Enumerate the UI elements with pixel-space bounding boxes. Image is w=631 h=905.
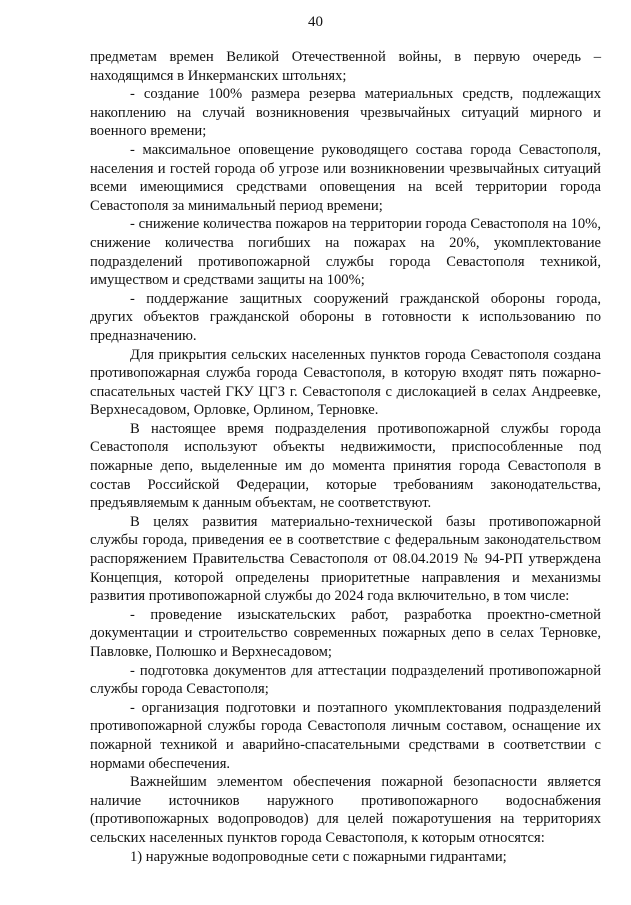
paragraph: - проведение изыскательских работ, разработка проектно-сметной документации и строительство современных пожарных депо в селах Терновке, Павловке, Полюшко и Верхнесадовом; xyxy=(90,606,601,660)
paragraph: В целях развития материально-технической базы противопожарной службы города, приведения ее в соответствие с федеральным законодательством распоряжением Правительства Севастополя от 08.04.2019 № 94-РП утверждена Концепция, которой определены приоритетные направления и механизмы развития противопожарной службы до 2024 года включительно, в том числе: xyxy=(90,513,601,605)
paragraph: В настоящее время подразделения противопожарной службы города Севастополя используют объекты недвижимости, приспособленные под пожарные депо, выделенные им до момента принятия города Севастополя в состав Российской Федерации, которые требованиям законодательства, предъявляемым к данным объектам, не соответствуют. xyxy=(90,420,601,512)
paragraph: - снижение количества пожаров на территории города Севастополя на 10%, снижение количества погибших на пожарах на 20%, укомплектование подразделений противопожарной службы города Севастополя техникой, имуществом и средствами защиты на 100%; xyxy=(90,216,601,289)
paragraph: Для прикрытия сельских населенных пунктов города Севастополя создана противопожарная служба города Севастополя, в которую входят пять пожарно-спасательных частей ГКУ ЦГЗ г. Севастополя с дислокацией в селах Андреевке, Верхнесадовом, Орловке, Орлином, Терновке. xyxy=(90,346,601,419)
paragraph: - поддержание защитных сооружений гражданской обороны города, других объектов гражданской обороны в готовности к использованию по предназначению. xyxy=(90,290,601,344)
paragraph: - создание 100% размера резерва материальных средств, подлежащих накоплению на случай возникновения чрезвычайных ситуаций мирного и военного времени; xyxy=(90,86,601,140)
page-number: 40 xyxy=(308,14,323,30)
paragraph: - организация подготовки и поэтапного укомплектования подразделений противопожарной службы города Севастополя личным составом, оснащение их пожарной техникой и аварийно-спасательными средствами в соответствии с нормами обеспечения. xyxy=(90,699,601,772)
paragraph: предметам времен Великой Отечественной войны, в первую очередь – находящимся в Инкерманских штольнях; xyxy=(90,49,601,84)
paragraph: Важнейшим элементом обеспечения пожарной безопасности является наличие источников наружного противопожарного водоснабжения (противопожарных водопроводов) для целей пожаротушения на территориях сельских населенных пунктов города Севастополя, к которым относятся: xyxy=(90,774,601,846)
paragraph: 1) наружные водопроводные сети с пожарными гидрантами; xyxy=(130,848,507,865)
paragraph: - подготовка документов для аттестации подразделений противопожарной службы города Севастополя; xyxy=(90,662,601,698)
paragraph: - максимальное оповещение руководящего состава города Севастополя, населения и гостей города об угрозе или возникновении чрезвычайных ситуаций всеми имеющимися средствами оповещения на всей территории города Севастополя за минимальный период времени; xyxy=(90,141,601,214)
document-body xyxy=(90,48,601,866)
